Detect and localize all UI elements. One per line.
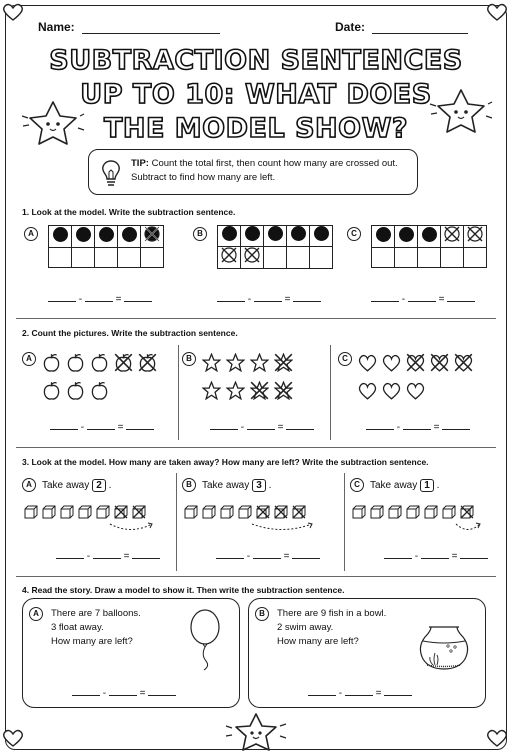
period: .: [433, 480, 440, 491]
date-line[interactable]: [372, 22, 468, 34]
take-away-number: 1: [420, 479, 434, 492]
answer-blank[interactable]: [126, 421, 154, 430]
crossed-heart-icon: [430, 353, 449, 372]
story-line: 2 swim away.: [277, 622, 334, 633]
operator: =: [136, 688, 149, 699]
item-letter-badge: A: [22, 478, 36, 492]
date-label: Date:: [335, 20, 366, 34]
crossed-cube-icon: [274, 505, 288, 519]
ten-frame-cell: [218, 247, 241, 269]
item-letter-badge: C: [338, 352, 352, 366]
star-icon: [202, 381, 221, 400]
crossed-heart-icon: [454, 353, 473, 372]
cube-icon: [42, 505, 56, 519]
ten-frame-cell: [49, 248, 72, 268]
title-line: THE MODEL SHOW?: [103, 113, 409, 144]
apple-icon: [42, 381, 61, 400]
answer-blank[interactable]: [56, 550, 84, 559]
ten-frame-cell: [49, 226, 72, 248]
answer-blank[interactable]: [421, 550, 449, 559]
star-icon: [226, 381, 245, 400]
period: .: [105, 480, 112, 491]
ten-frame-cell: [264, 226, 287, 247]
subtraction-sentence: [384, 550, 488, 562]
cube-icon: [388, 505, 402, 519]
ten-frame-cell: [418, 248, 441, 268]
ten-frame-cell: [241, 226, 264, 247]
divider: [16, 447, 496, 448]
item-letter-badge: B: [255, 607, 269, 621]
answer-blank[interactable]: [371, 293, 399, 302]
operator: -: [76, 294, 85, 305]
crossed-counter-icon: [467, 226, 483, 242]
operator: =: [430, 422, 443, 433]
answer-blank[interactable]: [384, 687, 412, 696]
cube-icon: [184, 505, 198, 519]
operator: -: [336, 688, 345, 699]
answer-blank[interactable]: [93, 550, 121, 559]
crossed-star-icon: [274, 381, 293, 400]
heart-icon: [486, 2, 508, 22]
answer-blank[interactable]: [447, 293, 475, 302]
counter-dot: [291, 226, 306, 241]
item-letter-badge: A: [24, 227, 38, 241]
story-text: [51, 607, 141, 649]
ten-frame-cell: [287, 226, 310, 247]
tip-text: [131, 157, 413, 185]
apple-icon: [90, 381, 109, 400]
operator: -: [78, 422, 87, 433]
answer-blank[interactable]: [50, 421, 78, 430]
answer-blank[interactable]: [87, 421, 115, 430]
cube-icon: [24, 505, 38, 519]
answer-blank[interactable]: [286, 421, 314, 430]
column-divider: [176, 473, 177, 571]
subtraction-sentence: [216, 550, 320, 562]
story-line: How many are left?: [277, 636, 359, 647]
cube-icon: [406, 505, 420, 519]
counter-dot: [314, 226, 329, 241]
name-line[interactable]: [82, 22, 220, 34]
name-label: Name:: [38, 20, 75, 34]
answer-blank[interactable]: [72, 687, 100, 696]
ten-frame-cell: [264, 247, 287, 269]
take-away-label: [42, 479, 111, 492]
operator: =: [280, 551, 293, 562]
star-icon: [202, 353, 221, 372]
ten-frame-cell: [464, 248, 487, 268]
operator: =: [448, 551, 461, 562]
apple-icon: [66, 381, 85, 400]
counter-dot: [76, 227, 91, 242]
lightbulb-icon: [99, 158, 123, 188]
tip-box: [88, 149, 418, 195]
answer-blank[interactable]: [292, 550, 320, 559]
story-line: How many are left?: [51, 636, 133, 647]
take-away-arrow-icon: [250, 521, 314, 535]
title-line: UP TO 10: WHAT DOES: [80, 79, 432, 110]
heart-icon: [486, 728, 508, 748]
crossed-cube-icon: [114, 505, 128, 519]
heart-icon: [358, 353, 377, 372]
subtraction-sentence: [48, 293, 152, 305]
answer-blank[interactable]: [384, 550, 412, 559]
ten-frame-cell: [395, 226, 418, 248]
counter-dot: [222, 226, 237, 241]
operator: =: [120, 551, 133, 562]
heart-icon: [382, 353, 401, 372]
crossed-cube-icon: [256, 505, 270, 519]
cube-icon: [96, 505, 110, 519]
ten-frame-cell: [141, 226, 164, 248]
crossed-apple-icon: [114, 353, 133, 372]
column-divider: [178, 345, 179, 440]
ten-frame-cell: [141, 248, 164, 268]
star-icon: [226, 353, 245, 372]
answer-blank[interactable]: [253, 550, 281, 559]
counter-dot: [399, 227, 414, 242]
counter-dot: [99, 227, 114, 242]
ten-frame-cell: [418, 226, 441, 248]
section3-title: 3. Look at the model. How many are taken away? How many are left? Write the subtraction sentence.: [22, 457, 429, 467]
subtraction-sentence: [72, 687, 176, 699]
counter-dot: [245, 226, 260, 241]
cube-icon: [424, 505, 438, 519]
tip-label: TIP:: [131, 158, 149, 169]
section1-title: 1. Look at the model. Write the subtraction sentence.: [22, 207, 236, 217]
section2-title: 2. Count the pictures. Write the subtraction sentence.: [22, 328, 238, 338]
subtraction-sentence: [56, 550, 160, 562]
story-box: [248, 598, 486, 708]
answer-blank[interactable]: [254, 293, 282, 302]
crossed-star-icon: [274, 353, 293, 372]
fishbowl-icon: [415, 621, 473, 673]
heart-icon: [2, 728, 24, 748]
story-box: [22, 598, 240, 708]
take-away-number: 2: [92, 479, 106, 492]
ten-frame-cell: [441, 226, 464, 248]
item-letter-badge: B: [182, 478, 196, 492]
operator: -: [244, 551, 253, 562]
subtraction-sentence: [308, 687, 412, 699]
take-away-text: Take away: [370, 480, 418, 491]
crossed-apple-icon: [138, 353, 157, 372]
operator: -: [399, 294, 408, 305]
answer-blank[interactable]: [442, 421, 470, 430]
operator: -: [100, 688, 109, 699]
operator: =: [435, 294, 448, 305]
star-mascot-icon: [20, 98, 86, 148]
title-line: SUBTRACTION SENTENCES: [49, 45, 463, 76]
operator: =: [372, 688, 385, 699]
crossed-cube-icon: [460, 505, 474, 519]
item-letter-badge: B: [193, 227, 207, 241]
section4-title: 4. Read the story. Draw a model to show it. Then write the subtraction sentence.: [22, 585, 345, 595]
ten-frame-cell: [95, 248, 118, 268]
answer-blank[interactable]: [148, 687, 176, 696]
ten-frame-cell: [395, 248, 418, 268]
subtraction-sentence: [217, 293, 321, 305]
crossed-counter-icon: [144, 226, 160, 242]
answer-blank[interactable]: [216, 550, 244, 559]
take-away-number: 3: [252, 479, 266, 492]
crossed-star-icon: [250, 381, 269, 400]
answer-blank[interactable]: [124, 293, 152, 302]
story-line: There are 9 fish in a bowl.: [277, 608, 387, 619]
operator: =: [274, 422, 287, 433]
ten-frame: [217, 225, 333, 269]
cube-icon: [60, 505, 74, 519]
operator: -: [84, 551, 93, 562]
subtraction-sentence: [210, 421, 314, 433]
ten-frame-cell: [72, 226, 95, 248]
subtraction-sentence: [371, 293, 475, 305]
operator: =: [112, 294, 125, 305]
answer-blank[interactable]: [308, 687, 336, 696]
ten-frame: [371, 225, 487, 268]
take-away-label: [370, 479, 439, 492]
answer-blank[interactable]: [109, 687, 137, 696]
ten-frame-cell: [118, 248, 141, 268]
item-letter-badge: C: [347, 227, 361, 241]
story-line: 3 float away.: [51, 622, 104, 633]
item-letter-badge: C: [350, 478, 364, 492]
cube-icon: [220, 505, 234, 519]
item-letter-badge: B: [182, 352, 196, 366]
star-mascot-icon: [222, 712, 290, 754]
item-letter-badge: A: [29, 607, 43, 621]
cube-icon: [370, 505, 384, 519]
crossed-counter-icon: [444, 226, 460, 242]
answer-blank[interactable]: [403, 421, 431, 430]
balloon-icon: [185, 609, 225, 671]
divider: [16, 318, 496, 319]
ten-frame-cell: [310, 226, 333, 247]
answer-blank[interactable]: [85, 293, 113, 302]
heart-icon: [358, 381, 377, 400]
take-away-text: Take away: [42, 480, 90, 491]
cube-icon: [238, 505, 252, 519]
answer-blank[interactable]: [48, 293, 76, 302]
counter-dot: [53, 227, 68, 242]
subtraction-sentence: [366, 421, 470, 433]
period: .: [265, 480, 272, 491]
apple-icon: [42, 353, 61, 372]
ten-frame-cell: [118, 226, 141, 248]
star-mascot-icon: [428, 86, 494, 136]
cube-icon: [442, 505, 456, 519]
ten-frame-cell: [441, 248, 464, 268]
answer-blank[interactable]: [217, 293, 245, 302]
operator: -: [394, 422, 403, 433]
take-away-arrow-icon: [108, 521, 154, 535]
heart-icon: [2, 2, 24, 22]
answer-blank[interactable]: [460, 550, 488, 559]
tip-body: Count the total first, then count how many are crossed out. Subtract to find how many are left.: [131, 158, 398, 183]
cube-icon: [352, 505, 366, 519]
crossed-heart-icon: [406, 353, 425, 372]
counter-dot: [376, 227, 391, 242]
story-text: [277, 607, 386, 649]
ten-frame-cell: [95, 226, 118, 248]
ten-frame-cell: [372, 248, 395, 268]
answer-blank[interactable]: [345, 687, 373, 696]
star-icon: [250, 353, 269, 372]
ten-frame-cell: [72, 248, 95, 268]
divider: [16, 576, 496, 577]
crossed-cube-icon: [292, 505, 306, 519]
answer-blank[interactable]: [293, 293, 321, 302]
name-field[interactable]: [38, 20, 220, 34]
column-divider: [344, 473, 345, 571]
cube-icon: [202, 505, 216, 519]
answer-blank[interactable]: [132, 550, 160, 559]
ten-frame-cell: [241, 247, 264, 269]
crossed-cube-icon: [132, 505, 146, 519]
take-away-text: Take away: [202, 480, 250, 491]
ten-frame-cell: [218, 226, 241, 247]
cube-icon: [78, 505, 92, 519]
operator: =: [114, 422, 127, 433]
apple-icon: [66, 353, 85, 372]
column-divider: [330, 345, 331, 440]
item-letter-badge: A: [22, 352, 36, 366]
heart-icon: [382, 381, 401, 400]
operator: -: [238, 422, 247, 433]
apple-icon: [90, 353, 109, 372]
subtraction-sentence: [50, 421, 154, 433]
ten-frame-cell: [287, 247, 310, 269]
ten-frame-cell: [464, 226, 487, 248]
ten-frame-cell: [310, 247, 333, 269]
take-away-arrow-icon: [454, 521, 482, 535]
counter-dot: [268, 226, 283, 241]
crossed-counter-icon: [244, 247, 260, 263]
operator: =: [281, 294, 294, 305]
answer-blank[interactable]: [247, 421, 275, 430]
answer-blank[interactable]: [408, 293, 436, 302]
answer-blank[interactable]: [366, 421, 394, 430]
story-line: There are 7 balloons.: [51, 608, 141, 619]
answer-blank[interactable]: [210, 421, 238, 430]
take-away-label: [202, 479, 271, 492]
heart-icon: [406, 381, 425, 400]
counter-dot: [122, 227, 137, 242]
operator: -: [412, 551, 421, 562]
counter-dot: [422, 227, 437, 242]
ten-frame: [48, 225, 164, 268]
date-field[interactable]: [335, 20, 468, 34]
operator: -: [245, 294, 254, 305]
crossed-counter-icon: [221, 247, 237, 263]
ten-frame-cell: [372, 226, 395, 248]
